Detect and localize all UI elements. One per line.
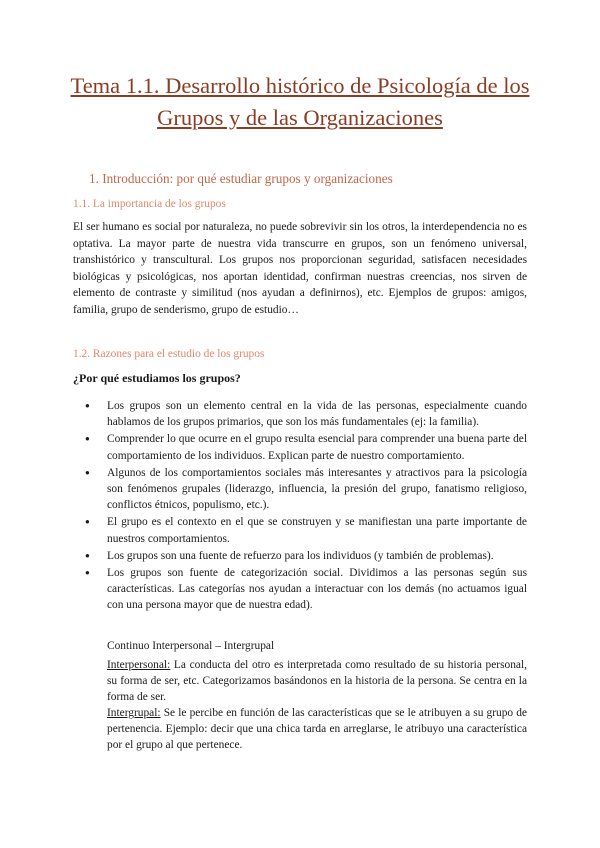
- definition-interpersonal: [107, 657, 527, 706]
- list-item: ● Los grupos son un elemento central en la vida de las personas, especialmente cuando hablamos de los grupos primarios, que son los más fundamentales (ej: la familia).: [107, 398, 527, 430]
- reasons-list: [107, 398, 527, 615]
- section-heading-introduccion: 1. Introducción: por qué estudiar grupos y organizaciones: [89, 171, 393, 186]
- list-item: ● Comprender lo que ocurre en el grupo resulta esencial para comprender una buena parte del comportamiento de los individuos. Explican parte de nuestro comportamiento.: [107, 431, 527, 463]
- list-item: ● El grupo es el contexto en el que se construyen y se manifiestan una parte importante de nuestros comportamientos.: [107, 514, 527, 546]
- definition-text-intergrupal: Se le percibe en función de las características que se le atribuyen a su grupo de pertenencia. Ejemplo: decir que una chica tarda en arreglarse, le atribuyo una característica por el grupo al que pertenece.: [107, 707, 527, 752]
- definition-intergrupal: [107, 705, 527, 754]
- continuo-heading: Continuo Interpersonal – Intergrupal: [107, 640, 275, 652]
- definition-text-interpersonal: La conducta del otro es interpretada como resultado de su historia personal, su forma de ser, etc. Categorizamos basándonos en la historia de la persona. Se centra en la forma de ser.: [107, 659, 527, 704]
- document-title: Tema 1.1. Desarrollo histórico de Psicología de los Grupos y de las Organizaciones: [70, 73, 530, 130]
- list-item: ● Algunos de los comportamientos sociales más interesantes y atractivos para la psicología son fenómenos grupales (liderazgo, influencia, la presión del grupo, fanatismo religioso, conflictos étnicos, populismo, etc.).: [107, 465, 527, 514]
- paragraph-importancia: El ser humano es social por naturaleza, no puede sobrevivir sin los otros, la interdependencia no es optativa. La mayor parte de nuestra vida transcurre en grupos, son un fenómeno universal, transhistórico y transcultural. Los grupos nos proporcionan seguridad, satisfacen necesidades biológicas y psicológicas, nos aportan identidad, confirman nuestras creencias, nos sirven de elemento de contraste y similitud (nos ayudan a definirnos), etc. Ejemplos de grupos: amigos, familia, grupo de senderismo, grupo de estudio…: [73, 221, 527, 316]
- question-heading: ¿Por qué estudiamos los grupos?: [73, 371, 241, 385]
- subsection-heading-importancia: 1.1. La importancia de los grupos: [73, 198, 226, 210]
- definition-term-intergrupal: Intergrupal:: [107, 707, 161, 719]
- list-item: ● Los grupos son fuente de categorización social. Dividimos a las personas según sus características. Las categorías nos ayudan a interactuar con los demás (no actuamos igual con una persona mayor que de nuestra edad).: [107, 565, 527, 614]
- definition-term-interpersonal: Interpersonal:: [107, 659, 171, 671]
- subsection-heading-razones: 1.2. Razones para el estudio de los grupos: [73, 348, 265, 360]
- list-item: ● Los grupos son una fuente de refuerzo para los individuos (y también de problemas).: [107, 548, 527, 564]
